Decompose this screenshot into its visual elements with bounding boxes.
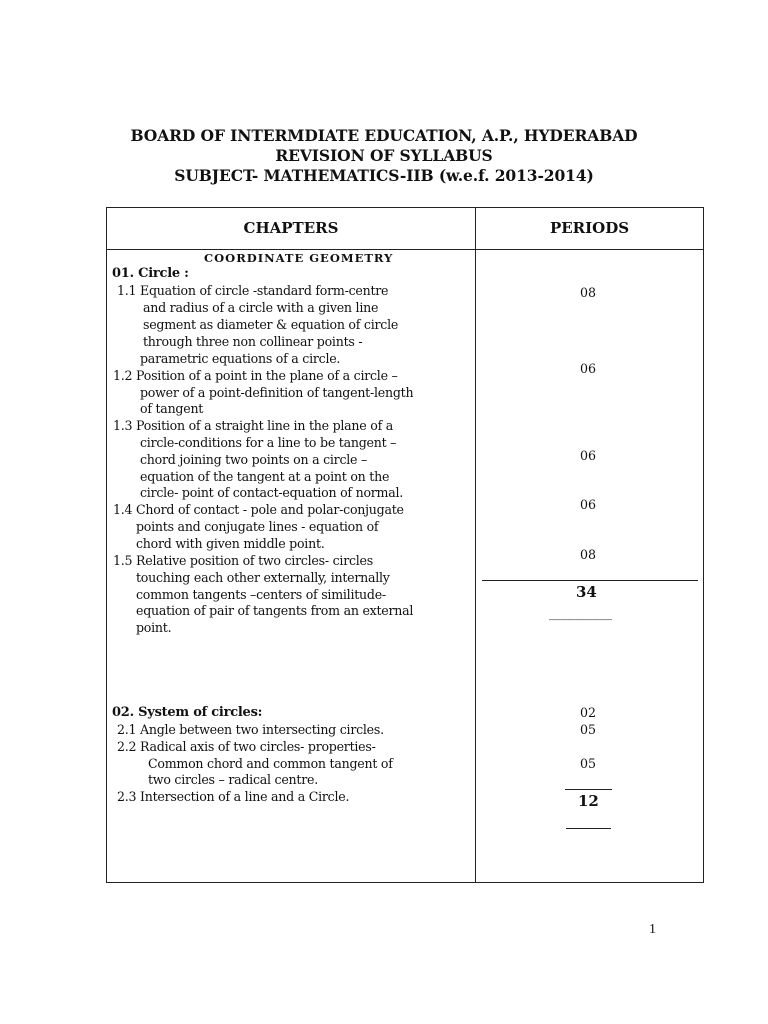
period-value: 06 <box>580 497 597 512</box>
topic-line: circle-conditions for a line to be tangent – <box>140 435 397 450</box>
total-rule <box>482 580 698 581</box>
total-underline: __________ <box>549 605 612 620</box>
topic-line: segment as diameter & equation of circle <box>143 317 399 332</box>
topic-line: points and conjugate lines - equation of <box>136 519 379 534</box>
topic-line: 2.3 Intersection of a line and a Circle. <box>117 789 350 804</box>
topic-line: 2.2 Radical axis of two circles- properties- <box>117 739 376 754</box>
topic-line: two circles – radical centre. <box>148 772 318 787</box>
document-subtitle: REVISION OF SYLLABUS <box>275 146 493 165</box>
periods-cell <box>476 250 703 882</box>
topic-line: through three non collinear points - <box>143 334 363 349</box>
period-value: 06 <box>580 448 597 463</box>
unit-total: 12 <box>578 792 599 810</box>
page-number: 1 <box>649 922 656 937</box>
topic-line: parametric equations of a circle. <box>140 351 341 366</box>
topic-line: 1.1 Equation of circle -standard form-centre <box>117 283 389 298</box>
syllabus-table <box>106 207 704 883</box>
document-header <box>0 126 768 186</box>
topic-line: chord with given middle point. <box>136 536 325 551</box>
topic-line: equation of pair of tangents from an external <box>136 603 414 618</box>
period-value: 08 <box>580 285 597 300</box>
topic-line: point. <box>136 620 172 635</box>
topic-line: 1.3 Position of a straight line in the plane of a <box>113 418 393 433</box>
topic-line: 2.1 Angle between two intersecting circles. <box>117 722 384 737</box>
topic-line: equation of the tangent at a point on the <box>140 469 390 484</box>
topic-line: 1.2 Position of a point in the plane of a circle – <box>113 368 398 383</box>
topic-line: common tangents –centers of similitude- <box>136 587 386 602</box>
section-title: COORDINATE GEOMETRY <box>204 251 394 265</box>
topic-line: 1.5 Relative position of two circles- circles <box>113 553 373 568</box>
topic-line: 1.4 Chord of contact - pole and polar-conjugate <box>113 502 404 517</box>
topic-line: touching each other externally, internally <box>136 570 390 585</box>
period-value: 06 <box>580 361 597 376</box>
period-value: 08 <box>580 547 597 562</box>
board-title: BOARD OF INTERMDIATE EDUCATION, A.P., HYDERABAD <box>130 126 638 145</box>
periods-column-header: PERIODS <box>549 219 630 237</box>
period-value: 05 <box>580 722 597 737</box>
period-value: 02 <box>580 705 597 720</box>
topic-line: circle- point of contact-equation of normal. <box>140 485 404 500</box>
topic-line: and radius of a circle with a given line <box>143 300 379 315</box>
topic-line: of tangent <box>140 401 204 416</box>
unit-heading: 02. System of circles: <box>112 705 263 720</box>
topic-line: chord joining two points on a circle – <box>140 452 368 467</box>
topic-line: Common chord and common tangent of <box>148 756 393 771</box>
chapters-column-header: CHAPTERS <box>243 219 339 237</box>
total-rule <box>565 789 612 790</box>
topic-line: power of a point-definition of tangent-length <box>140 385 414 400</box>
chapters-cell <box>107 250 475 882</box>
unit-total: 34 <box>576 583 597 601</box>
period-value: 05 <box>580 756 597 771</box>
subject-title: SUBJECT- MATHEMATICS-IIB (w.e.f. 2013-2014) <box>174 166 594 185</box>
unit-heading: 01. Circle : <box>112 266 189 281</box>
total-underline <box>566 828 611 829</box>
